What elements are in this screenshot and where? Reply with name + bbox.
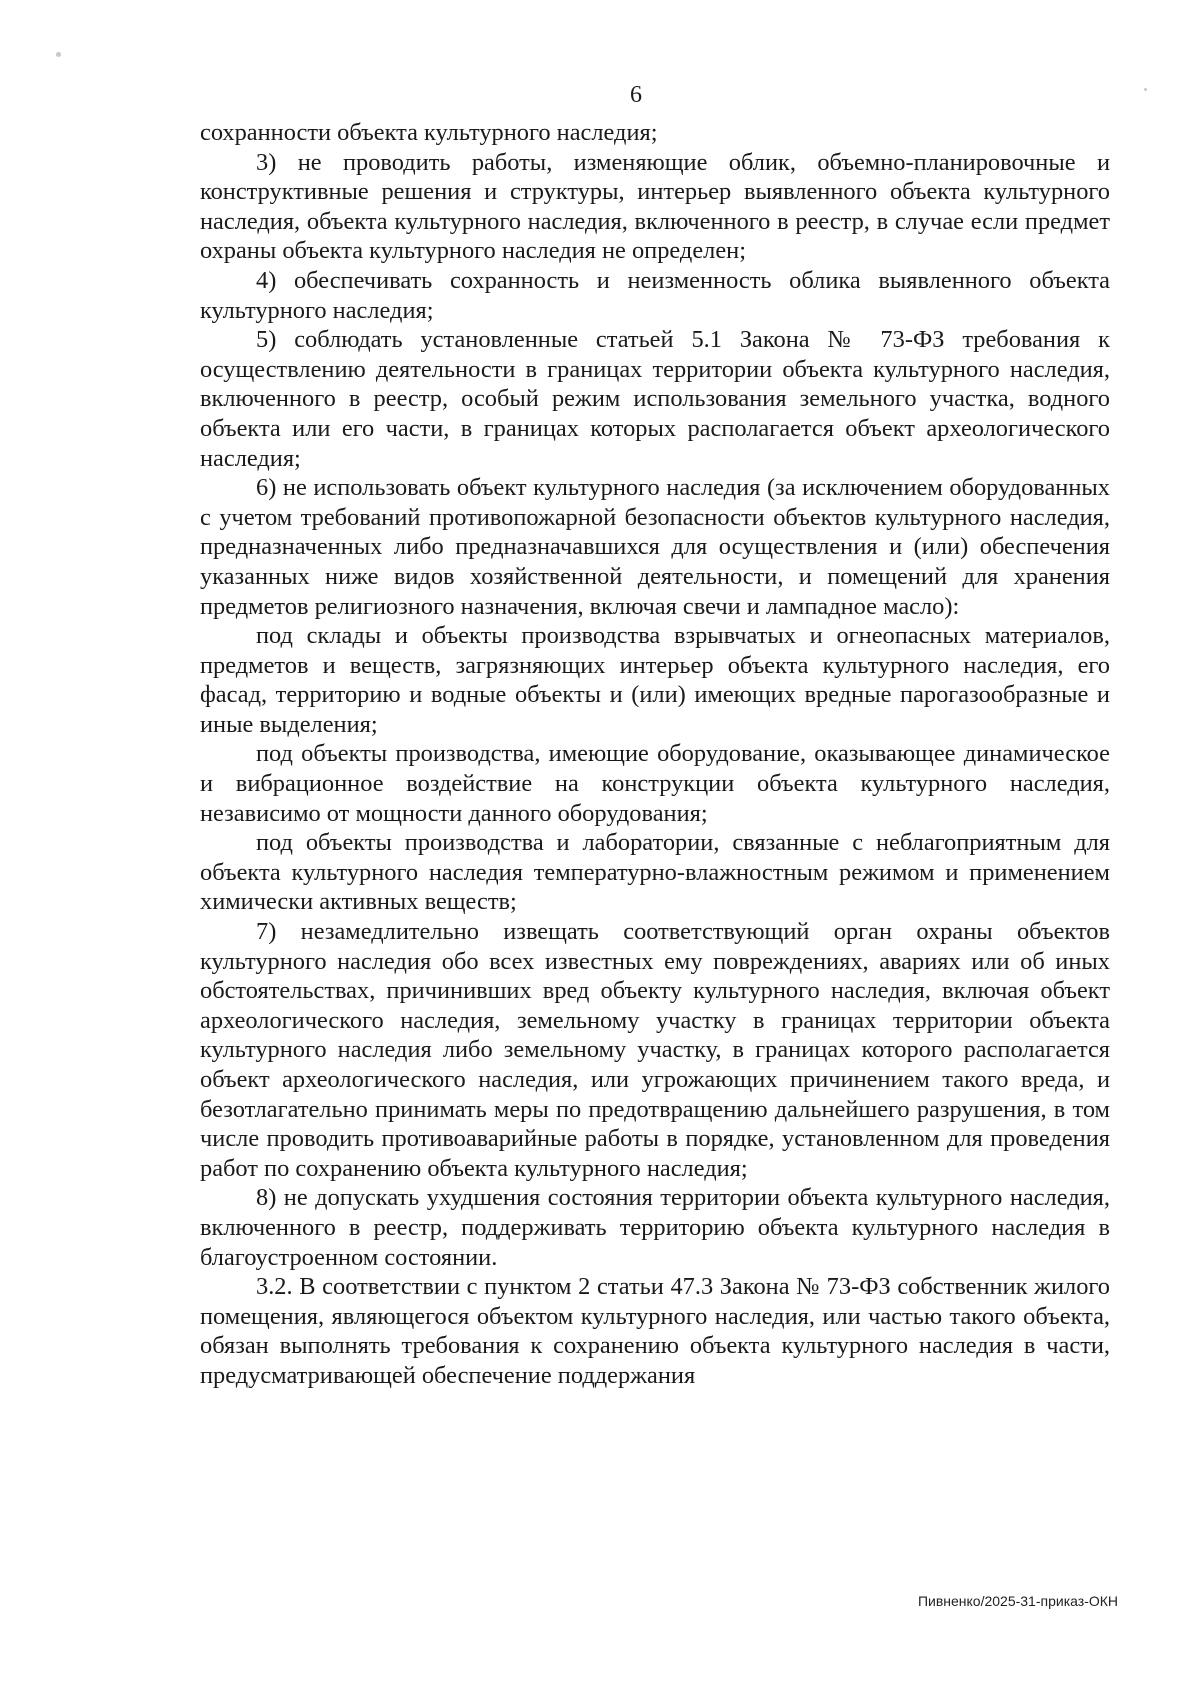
paragraph-item-4: 4) обеспечивать сохранность и неизменность облика выявленного объекта культурного наследия; (200, 266, 1110, 324)
document-reference-footer: Пивненко/2025-31-приказ-ОКН (917, 1593, 1118, 1609)
scan-speck-top-left (56, 52, 61, 57)
paragraph-item-5: 5) соблюдать установленные статьей 5.1 Закона № 73-ФЗ требования к осуществлению деятельности в границах территории объекта культурного наследия, включенного в реестр, особый режим использования земельного участка, водного объекта или его части, в границах которых располагается объект археологического наследия; (200, 326, 1110, 472)
paragraph-item-7: 7) незамедлительно извещать соответствующий орган охраны объектов культурного наследия обо всех известных ему повреждениях, авариях или об иных обстоятельствах, причинивших вред объекту культурного наследия, включая объект археологического наследия, земельному участку в границах территории объекта культурного наследия либо земельному участку, в границах которого располагается объект археологического наследия, или угрожающих причинением такого вреда, и безотлагательно принимать меры по предотвращению дальнейшего разрушения, в том числе проводить противоаварийные работы в порядке, установленном для проведения работ по сохранению объекта культурного наследия; (200, 918, 1110, 1182)
paragraph-item-8: 8) не допускать ухудшения состояния территории объекта культурного наследия, включенного в реестр, поддерживать территорию объекта культурного наследия в благоустроенном состоянии. (200, 1184, 1110, 1271)
paragraph-section-3-2: 3.2. В соответствии с пунктом 2 статьи 47.3 Закона № 73-ФЗ собственник жилого помещения, являющегося объектом культурного наследия, или частью такого объекта, обязан выполнять требования к сохранению объекта культурного наследия в части, предусматривающей обеспечение поддержания (200, 1273, 1110, 1389)
page-number: 6 (630, 82, 642, 108)
document-body (200, 118, 1110, 1391)
paragraph-item-6: 6) не использовать объект культурного наследия (за исключением оборудованных с учетом требований противопожарной безопасности объектов культурного наследия, предназначенных либо предназначавшихся для осуществления и (или) обеспечения указанных ниже видов хозяйственной деятельности, и помещений для хранения предметов религиозного назначения, включая свечи и лампадное масло): (200, 474, 1110, 620)
paragraph-subitem-laboratories: под объекты производства и лаборатории, связанные с неблагоприятным для объекта культурного наследия температурно-влажностным режимом и применением химически активных веществ; (200, 829, 1110, 916)
paragraph-continuation: сохранности объекта культурного наследия; (200, 119, 658, 146)
paragraph-subitem-warehouses: под склады и объекты производства взрывчатых и огнеопасных материалов, предметов и веществ, загрязняющих интерьер объекта культурного наследия, его фасад, территорию и водные объекты и (или) имеющих вредные парогазообразные и иные выделения; (200, 622, 1110, 738)
paragraph-subitem-production-equipment: под объекты производства, имеющие оборудование, оказывающее динамическое и вибрационное воздействие на конструкции объекта культурного наследия, независимо от мощности данного оборудования; (200, 740, 1110, 827)
paragraph-item-3: 3) не проводить работы, изменяющие облик, объемно-планировочные и конструктивные решения и структуры, интерьер выявленного объекта культурного наследия, объекта культурного наследия, включенного в реестр, в случае если предмет охраны объекта культурного наследия не определен; (200, 148, 1110, 265)
